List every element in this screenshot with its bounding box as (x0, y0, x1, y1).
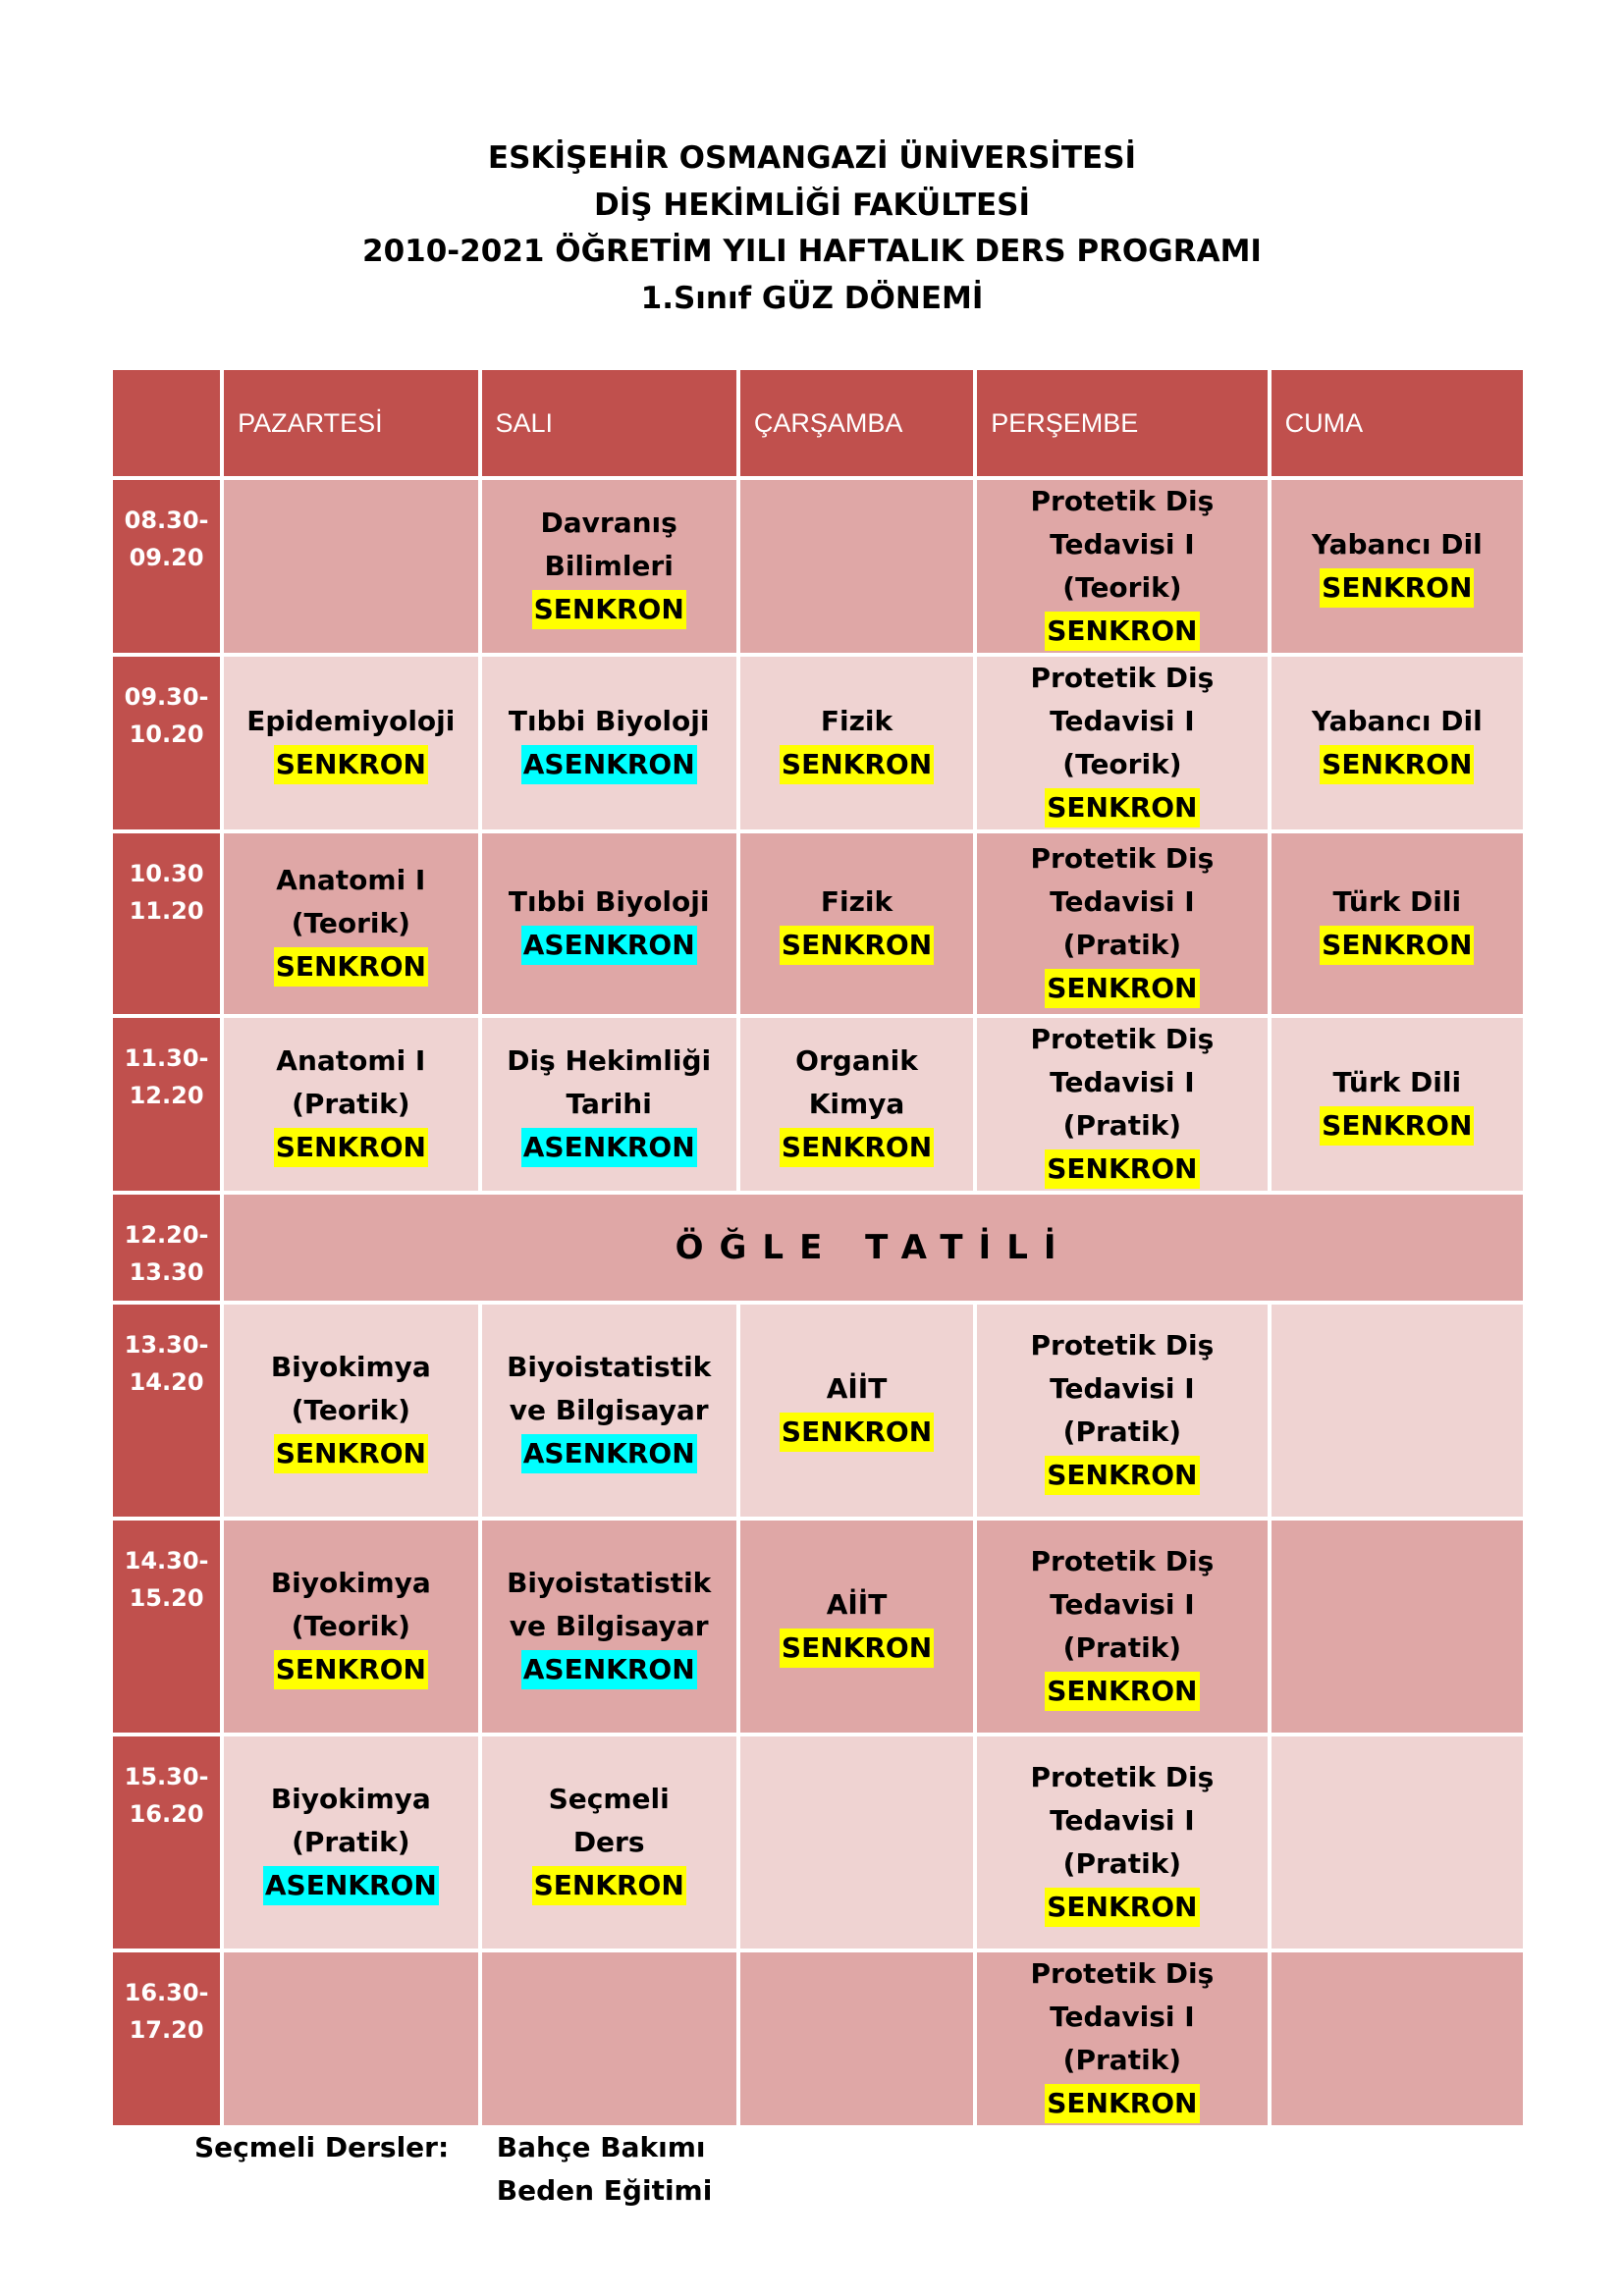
course-name-line: (Pratik) (1062, 1109, 1182, 1142)
elective-list (497, 2126, 713, 2213)
course-name-line: Tedavisi I (1050, 1066, 1195, 1098)
course-name-line: (Pratik) (292, 1088, 410, 1120)
course-cell-wednesday (740, 1736, 973, 1949)
course-cell-monday (224, 1736, 477, 1949)
course-name-line: Tedavisi I (1050, 1372, 1195, 1405)
senkron-badge: SENKRON (1045, 969, 1199, 1008)
senkron-badge: SENKRON (1320, 1106, 1474, 1146)
course-name-line: AİİT (826, 1588, 888, 1621)
elective-courses-note (194, 2126, 712, 2213)
course-name-line: Tıbbi Biyoloji (508, 705, 710, 737)
course-name-line: Ders (572, 1826, 645, 1858)
asenkron-badge: ASENKRON (521, 1128, 697, 1167)
senkron-badge: SENKRON (274, 1650, 428, 1689)
course-name-line: Protetik Diş (1030, 485, 1215, 517)
course-cell-wednesday (740, 480, 973, 653)
course-name-line: (Teorik) (291, 1610, 410, 1642)
asenkron-badge: ASENKRON (521, 926, 697, 965)
time-line: 09.20 (129, 544, 204, 571)
senkron-badge: SENKRON (1045, 788, 1199, 828)
course-cell-wednesday (740, 833, 973, 1014)
course-name-line: ve Bilgisayar (509, 1394, 709, 1426)
lunch-break-cell: ÖĞLE TATİLİ (224, 1195, 1523, 1301)
time-line: 16.30- (124, 1979, 209, 2006)
course-name-line: (Pratik) (292, 1826, 410, 1858)
time-slot-label (113, 833, 220, 1014)
course-name-line: Tıbbi Biyoloji (508, 885, 710, 918)
time-slot-label (113, 657, 220, 829)
course-cell-monday (224, 1305, 477, 1517)
course-name-line: Bilimleri (544, 550, 674, 582)
course-name-line: (Pratik) (1062, 1847, 1182, 1880)
course-name-line: Biyoistatistik (507, 1567, 712, 1599)
course-name-line: (Pratik) (1062, 1631, 1182, 1664)
time-line: 16.20 (129, 1800, 204, 1828)
time-line: 13.30- (124, 1331, 209, 1359)
senkron-badge: SENKRON (780, 745, 934, 784)
time-line: 13.30 (129, 1258, 204, 1286)
time-line: 11.20 (129, 897, 204, 925)
time-line: 10.30 (129, 860, 204, 887)
asenkron-badge: ASENKRON (521, 745, 697, 784)
time-slot-label (113, 1952, 220, 2125)
time-line: 15.30- (124, 1763, 209, 1790)
time-slot-label (113, 1736, 220, 1949)
course-name-line: Fizik (820, 705, 893, 737)
course-name-line: (Pratik) (1062, 2044, 1182, 2076)
time-line: 11.30- (124, 1044, 209, 1072)
course-cell-friday (1272, 1952, 1523, 2125)
course-name-line: Protetik Diş (1030, 1023, 1215, 1055)
course-cell-wednesday (740, 1018, 973, 1191)
course-cell-monday (224, 1952, 477, 2125)
course-name-line: Tedavisi I (1050, 705, 1195, 737)
day-header-tuesday: SALI (482, 370, 736, 476)
time-slot-label (113, 1521, 220, 1733)
time-line: 10.20 (129, 721, 204, 748)
course-cell-tuesday (482, 1521, 736, 1733)
course-cell-monday (224, 833, 477, 1014)
time-line: 17.20 (129, 2016, 204, 2044)
course-name-line: Biyokimya (270, 1783, 431, 1815)
course-name-line: Biyokimya (270, 1351, 431, 1383)
senkron-badge: SENKRON (780, 926, 934, 965)
time-line: 14.30- (124, 1547, 209, 1575)
course-name-line: (Pratik) (1062, 929, 1182, 961)
course-cell-thursday (977, 480, 1267, 653)
time-slot-label (113, 480, 220, 653)
day-header-thursday: PERŞEMBE (977, 370, 1267, 476)
time-slot-label (113, 1195, 220, 1301)
time-line: 14.20 (129, 1368, 204, 1396)
time-slot-label (113, 1018, 220, 1191)
course-name-line: (Teorik) (291, 907, 410, 939)
senkron-badge: SENKRON (274, 947, 428, 987)
course-name-line: Protetik Diş (1030, 662, 1215, 694)
course-cell-wednesday (740, 1305, 973, 1517)
course-name-line: Yabancı Dil (1311, 528, 1483, 561)
elective-label: Seçmeli Dersler: (194, 2131, 450, 2163)
course-cell-thursday (977, 1305, 1267, 1517)
course-name-line: Yabancı Dil (1311, 705, 1483, 737)
time-slot-row (113, 1736, 1523, 1949)
document-header (0, 135, 1624, 322)
senkron-badge: SENKRON (1320, 568, 1474, 608)
course-cell-monday (224, 1018, 477, 1191)
senkron-badge: SENKRON (780, 1629, 934, 1668)
course-cell-monday (224, 480, 477, 653)
course-cell-thursday (977, 657, 1267, 829)
course-cell-thursday (977, 1018, 1267, 1191)
course-cell-tuesday (482, 1952, 736, 2125)
course-name-line: Protetik Diş (1030, 1957, 1215, 1990)
elective-item: Bahçe Bakımı (496, 2131, 706, 2163)
asenkron-badge: ASENKRON (521, 1650, 697, 1689)
senkron-badge: SENKRON (274, 745, 428, 784)
university-title: ESKİŞEHİR OSMANGAZİ ÜNİVERSİTESİ (487, 140, 1137, 176)
day-header-wednesday: ÇARŞAMBA (740, 370, 973, 476)
course-cell-tuesday (482, 1736, 736, 1949)
course-cell-thursday (977, 1952, 1267, 2125)
course-cell-tuesday (482, 833, 736, 1014)
course-cell-friday (1272, 1521, 1523, 1733)
course-name-line: (Pratik) (1062, 1415, 1182, 1448)
course-cell-friday (1272, 1018, 1523, 1191)
course-cell-friday (1272, 657, 1523, 829)
senkron-badge: SENKRON (1320, 745, 1474, 784)
senkron-badge: SENKRON (532, 590, 686, 629)
time-slot-row (113, 480, 1523, 653)
senkron-badge: SENKRON (1045, 2084, 1199, 2123)
course-name-line: Seçmeli (548, 1783, 670, 1815)
day-header-friday: CUMA (1272, 370, 1523, 476)
time-line: 12.20 (129, 1082, 204, 1109)
senkron-badge: SENKRON (1045, 1456, 1199, 1495)
course-name-line: Tedavisi I (1050, 1804, 1195, 1837)
course-name-line: Biyoistatistik (507, 1351, 712, 1383)
course-name-line: ve Bilgisayar (509, 1610, 709, 1642)
time-line: 09.30- (124, 683, 209, 711)
course-name-line: Diş Hekimliği (507, 1044, 712, 1077)
course-cell-monday (224, 1521, 477, 1733)
time-slot-label (113, 1305, 220, 1517)
course-name-line: Fizik (820, 885, 893, 918)
senkron-badge: SENKRON (274, 1128, 428, 1167)
asenkron-badge: ASENKRON (263, 1866, 439, 1905)
course-name-line: Davranış (540, 507, 677, 539)
course-name-line: Anatomi I (276, 1044, 426, 1077)
course-name-line: Protetik Diş (1030, 1329, 1215, 1362)
time-slot-row (113, 1018, 1523, 1191)
course-name-line: Anatomi I (276, 864, 426, 896)
time-slot-row (113, 1195, 1523, 1301)
elective-item: Beden Eğitimi (496, 2174, 713, 2207)
course-name-line: Biyokimya (270, 1567, 431, 1599)
course-cell-tuesday (482, 1305, 736, 1517)
course-cell-friday (1272, 1305, 1523, 1517)
corner-cell (113, 370, 220, 476)
time-slot-row (113, 833, 1523, 1014)
senkron-badge: SENKRON (532, 1866, 686, 1905)
course-cell-wednesday (740, 657, 973, 829)
time-slot-row (113, 1305, 1523, 1517)
course-cell-friday (1272, 833, 1523, 1014)
course-cell-tuesday (482, 480, 736, 653)
senkron-badge: SENKRON (1045, 612, 1199, 651)
course-name-line: Tedavisi I (1050, 2001, 1195, 2033)
time-line: 12.20- (124, 1221, 209, 1249)
course-cell-wednesday (740, 1521, 973, 1733)
course-name-line: Türk Dili (1332, 885, 1462, 918)
course-name-line: Protetik Diş (1030, 1545, 1215, 1577)
senkron-badge: SENKRON (780, 1128, 934, 1167)
course-cell-tuesday (482, 657, 736, 829)
course-name-line: Protetik Diş (1030, 842, 1215, 875)
course-name-line: Tarihi (566, 1088, 652, 1120)
time-line: 08.30- (124, 507, 209, 534)
course-name-line: (Teorik) (1062, 571, 1182, 604)
course-cell-friday (1272, 480, 1523, 653)
faculty-title: DİŞ HEKİMLİĞİ FAKÜLTESİ (593, 187, 1031, 223)
course-name-line: Tedavisi I (1050, 885, 1195, 918)
course-cell-thursday (977, 1521, 1267, 1733)
senkron-badge: SENKRON (274, 1434, 428, 1473)
course-name-line: Kimya (808, 1088, 905, 1120)
senkron-badge: SENKRON (1045, 1672, 1199, 1711)
senkron-badge: SENKRON (1045, 1149, 1199, 1189)
course-name-line: (Teorik) (291, 1394, 410, 1426)
senkron-badge: SENKRON (1320, 926, 1474, 965)
time-slot-row (113, 1952, 1523, 2125)
course-name-line: (Teorik) (1062, 748, 1182, 780)
course-name-line: Tedavisi I (1050, 1588, 1195, 1621)
course-name-line: Epidemiyoloji (246, 705, 456, 737)
asenkron-badge: ASENKRON (521, 1434, 697, 1473)
course-cell-thursday (977, 833, 1267, 1014)
course-name-line: Organik (795, 1044, 918, 1077)
schedule-table (109, 366, 1527, 2129)
program-title: 2010-2021 ÖĞRETİM YILI HAFTALIK DERS PROGRAMI (362, 234, 1262, 269)
course-cell-monday (224, 657, 477, 829)
course-name-line: Türk Dili (1332, 1066, 1462, 1098)
senkron-badge: SENKRON (780, 1413, 934, 1452)
course-cell-friday (1272, 1736, 1523, 1949)
time-slot-row (113, 1521, 1523, 1733)
time-slot-row (113, 657, 1523, 829)
course-name-line: Tedavisi I (1050, 528, 1195, 561)
course-cell-tuesday (482, 1018, 736, 1191)
day-header-row (113, 370, 1523, 476)
course-name-line: Protetik Diş (1030, 1761, 1215, 1793)
time-line: 15.20 (129, 1584, 204, 1612)
course-cell-thursday (977, 1736, 1267, 1949)
senkron-badge: SENKRON (1045, 1888, 1199, 1927)
term-title: 1.Sınıf GÜZ DÖNEMİ (640, 280, 984, 316)
course-name-line: AİİT (826, 1372, 888, 1405)
course-cell-wednesday (740, 1952, 973, 2125)
day-header-monday: PAZARTESİ (224, 370, 477, 476)
